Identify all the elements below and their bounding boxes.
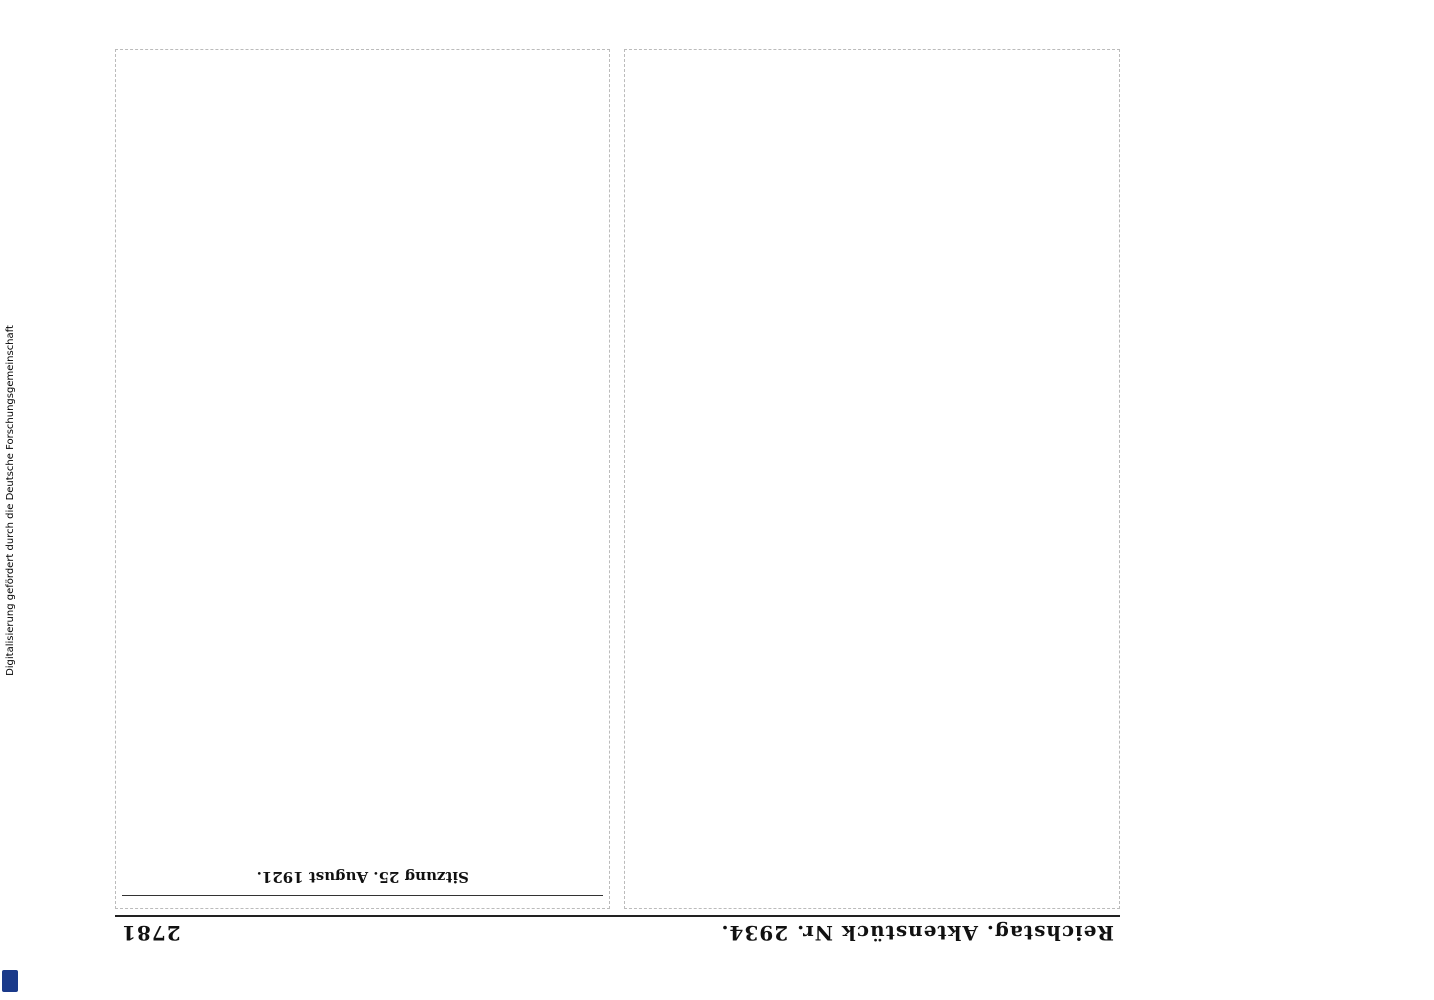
digitization-credit [0,0,20,1000]
left-column [625,49,1121,909]
rotated-page [115,45,1120,945]
session-heading: Sitzung 25. August 1921. [256,868,469,886]
running-title: Reichstag. Aktenstück Nr. 2934. [720,921,1114,945]
digitization-credit-text: Digitalisierung gefördert durch die Deutsche Forschungsgemeinschaft [4,324,16,676]
page-header [115,915,1120,945]
text-columns [115,49,1120,909]
dfg-logo [2,970,18,992]
column-rule [122,895,604,896]
scanned-page [20,0,1434,1000]
right-column [115,49,611,909]
page-number: 2781 [121,921,181,945]
